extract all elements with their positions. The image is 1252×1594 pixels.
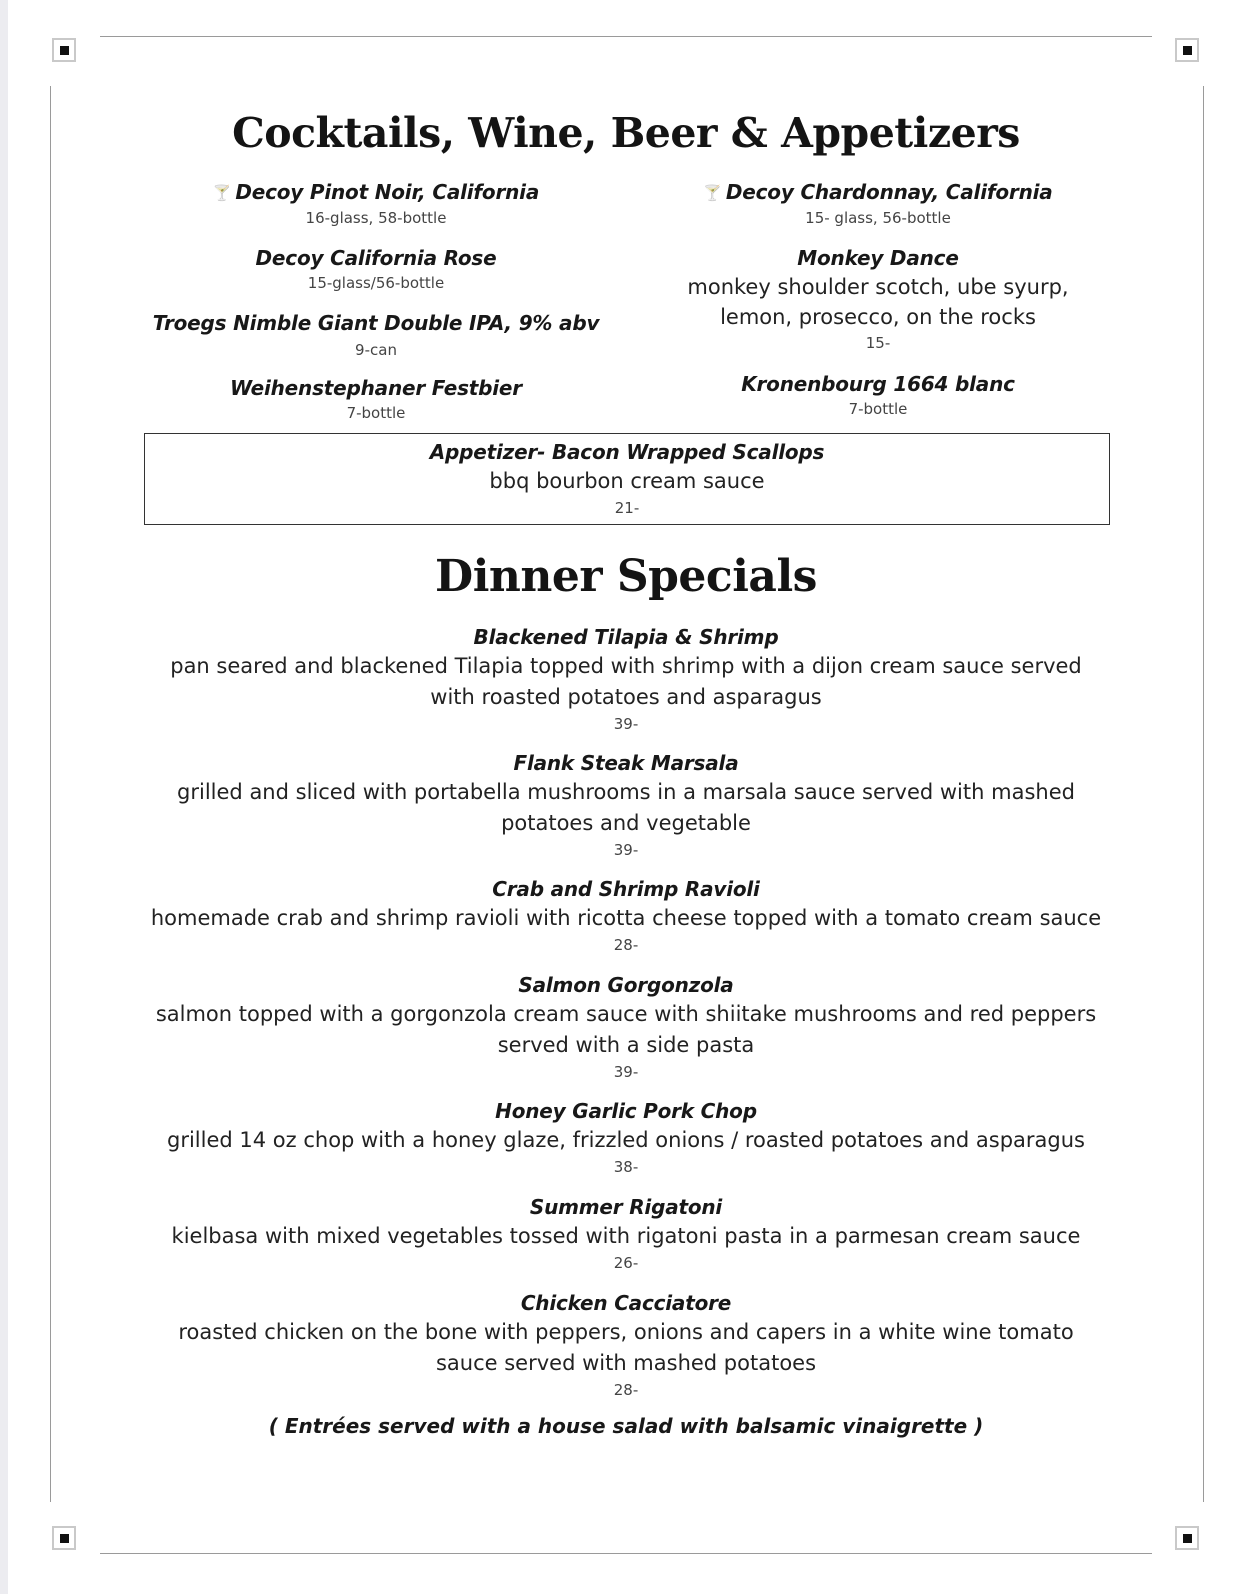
special-description: pan seared and blackened Tilapia topped with shrimp with a dijon cream sauce served [170,654,1082,678]
resize-handle-top-right[interactable] [1175,38,1199,62]
drink-price: 15- [865,334,891,352]
page-edge [0,0,8,1594]
special-price: 39- [613,715,639,733]
resize-handle-bottom-left[interactable] [52,1526,76,1550]
special-item [100,1289,1152,1401]
special-price: 38- [613,1158,639,1176]
drink-name: Monkey Dance [797,246,959,270]
drink-price: 9-can [355,341,397,359]
drink-item [176,374,576,424]
special-name: Crab and Shrimp Ravioli [492,877,760,901]
special-description: served with a side pasta [497,1033,755,1057]
special-name: Flank Steak Marsala [513,751,739,775]
appetizer-name: Appetizer- Bacon Wrapped Scallops [429,440,825,464]
drinks-section-title: Cocktails, Wine, Beer & Appetizers [232,109,1020,157]
drink-price: 15-glass/56-bottle [307,274,445,292]
special-name: Salmon Gorgonzola [518,973,734,997]
drink-name: Kronenbourg 1664 blanc [741,372,1015,396]
special-item [100,971,1152,1083]
drink-item [628,370,1128,420]
dinner-section-title: Dinner Specials [435,551,817,602]
special-name: Blackened Tilapia & Shrimp [473,625,779,649]
special-description: grilled and sliced with portabella mushrooms in a marsala sauce served with mashed [177,780,1075,804]
drink-description: monkey shoulder scotch, ube syurp, [687,275,1069,299]
special-description: salmon topped with a gorgonzola cream sauce with shiitake mushrooms and red peppers [155,1002,1097,1026]
drink-description: lemon, prosecco, on the rocks [720,305,1036,329]
special-name: Honey Garlic Pork Chop [495,1099,757,1123]
special-item [100,1193,1152,1274]
drink-item [628,178,1128,229]
appetizer-price: 21- [614,499,640,517]
appetizer-item [144,438,1110,519]
drink-price: 7-bottle [346,404,406,422]
special-description: homemade crab and shrimp ravioli with ricotta cheese topped with a tomato cream sauce [150,906,1102,930]
wine-glass-icon: 🍸 [703,184,722,202]
special-price: 28- [613,1381,639,1399]
special-description: potatoes and vegetable [501,811,751,835]
special-name: Summer Rigatoni [529,1195,723,1219]
frame-bottom-border [100,1553,1152,1554]
appetizer-description: bbq bourbon cream sauce [489,469,765,493]
frame-left-border [50,86,51,1502]
special-item [100,749,1152,861]
special-price: 28- [613,936,639,954]
drink-item [176,244,576,294]
drink-item [126,309,626,361]
drink-item [176,178,576,229]
special-description: kielbasa with mixed vegetables tossed with rigatoni pasta in a parmesan cream sauce [171,1224,1081,1248]
drink-item [628,244,1128,354]
drink-name: 🍸 Decoy Chardonnay, California [628,178,1128,207]
drink-price: 16-glass, 58-bottle [305,209,447,227]
drink-name: Decoy California Rose [255,246,497,270]
drink-name: Weihenstephaner Festbier [230,376,522,400]
special-price: 39- [613,841,639,859]
special-name: Chicken Cacciatore [520,1291,732,1315]
special-price: 26- [613,1254,639,1272]
drink-name: 🍸 Decoy Pinot Noir, California [176,178,576,207]
drink-name: Troegs Nimble Giant Double IPA, 9% abv [152,311,600,335]
wine-glass-icon: 🍸 [212,184,232,202]
drink-price: 15- glass, 56-bottle [805,209,951,227]
special-item [100,623,1152,735]
special-description: sauce served with mashed potatoes [435,1351,817,1375]
special-price: 39- [613,1063,639,1081]
resize-handle-top-left[interactable] [52,38,76,62]
special-description: roasted chicken on the bone with peppers, onions and capers in a white wine tomato [178,1320,1074,1344]
special-item [100,1097,1152,1178]
entrees-note: ( Entrées served with a house salad with balsamic vinaigrette ) [268,1414,984,1438]
drink-price: 7-bottle [848,400,908,418]
special-description: with roasted potatoes and asparagus [430,685,822,709]
special-item [100,875,1152,956]
frame-top-border [100,36,1152,37]
frame-right-border [1203,86,1204,1502]
special-description: grilled 14 oz chop with a honey glaze, frizzled onions / roasted potatoes and asparagus [167,1128,1085,1152]
resize-handle-bottom-right[interactable] [1175,1526,1199,1550]
